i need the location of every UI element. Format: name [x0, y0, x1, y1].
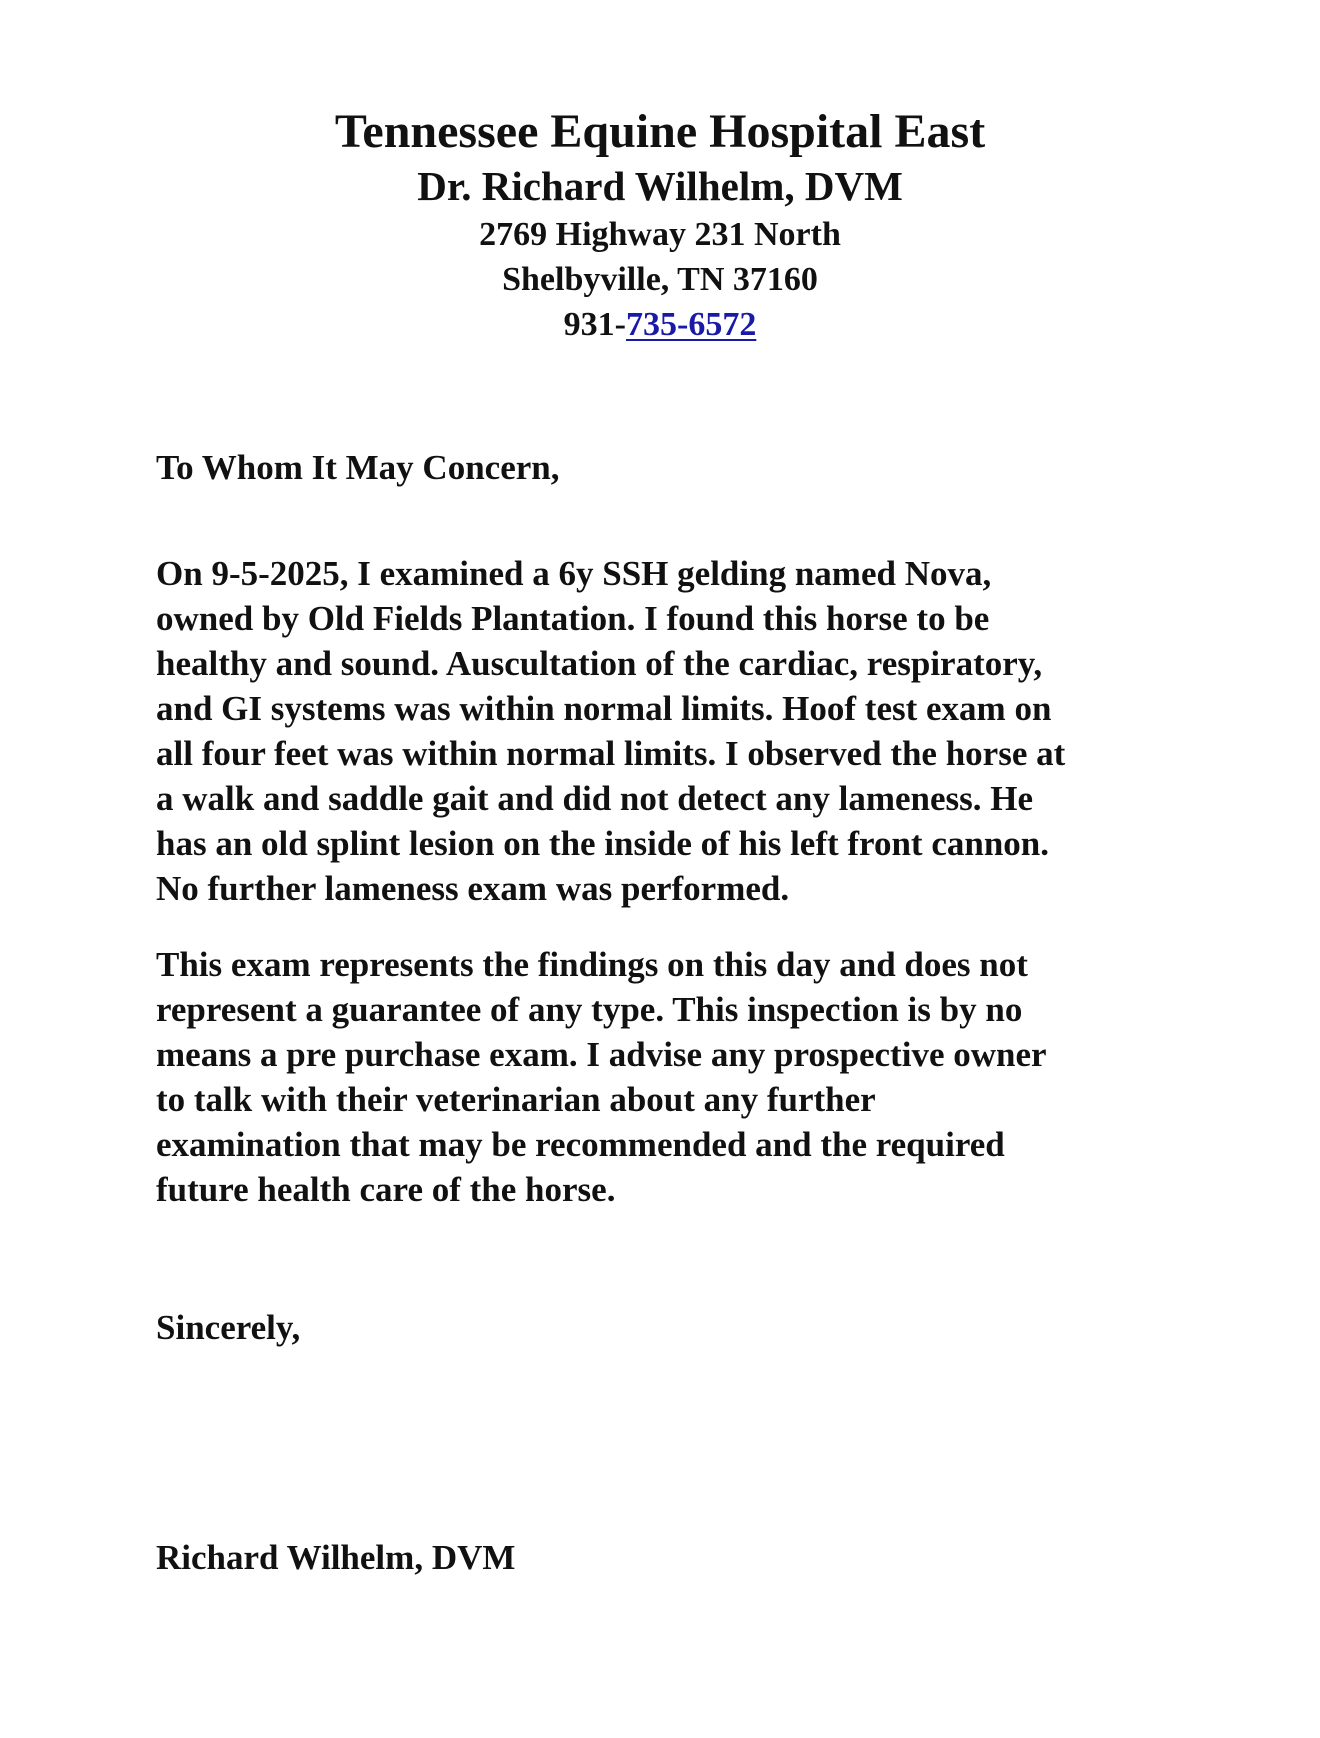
doctor-name: Dr. Richard Wilhelm, DVM	[417, 163, 903, 209]
letterhead	[0, 104, 1320, 347]
address-line-2: Shelbyville, TN 37160	[502, 261, 818, 298]
paragraph-line: examination that may be recommended and the required	[156, 1125, 1005, 1164]
paragraph-line: all four feet was within normal limits. I observed the horse at	[156, 734, 1066, 773]
salutation: To Whom It May Concern,	[156, 448, 560, 487]
paragraph-line: has an old splint lesion on the inside of his left front cannon.	[156, 824, 1050, 863]
paragraph-line: and GI systems was within normal limits. Hoof test exam on	[156, 689, 1052, 728]
paragraph-line: represent a guarantee of any type. This inspection is by no	[156, 990, 1023, 1029]
paragraph-line: future health care of the horse.	[156, 1170, 616, 1209]
signature-name: Richard Wilhelm, DVM	[156, 1538, 516, 1577]
phone-link[interactable]: 735-6572	[626, 306, 757, 343]
exam-findings-paragraph	[156, 551, 1176, 911]
paragraph-line: healthy and sound. Auscultation of the cardiac, respiratory,	[156, 644, 1043, 683]
address-line-1: 2769 Highway 231 North	[479, 216, 841, 253]
paragraph-line: No further lameness exam was performed.	[156, 869, 790, 908]
hospital-name: Tennessee Equine Hospital East	[334, 105, 986, 158]
paragraph-line: a walk and saddle gait and did not detect any lameness. He	[156, 779, 1034, 818]
paragraph-line: owned by Old Fields Plantation. I found this horse to be	[156, 599, 990, 638]
paragraph-line: means a pre purchase exam. I advise any prospective owner	[156, 1035, 1047, 1074]
phone-area-code: 931-	[563, 306, 626, 343]
paragraph-line: On 9-5-2025, I examined a 6y SSH gelding named Nova,	[156, 554, 992, 593]
paragraph-line: This exam represents the findings on this day and does not	[156, 945, 1028, 984]
closing: Sincerely,	[156, 1308, 301, 1347]
phone-number	[0, 302, 1320, 347]
paragraph-line: to talk with their veterinarian about any further	[156, 1080, 876, 1119]
disclaimer-paragraph	[156, 942, 1176, 1212]
